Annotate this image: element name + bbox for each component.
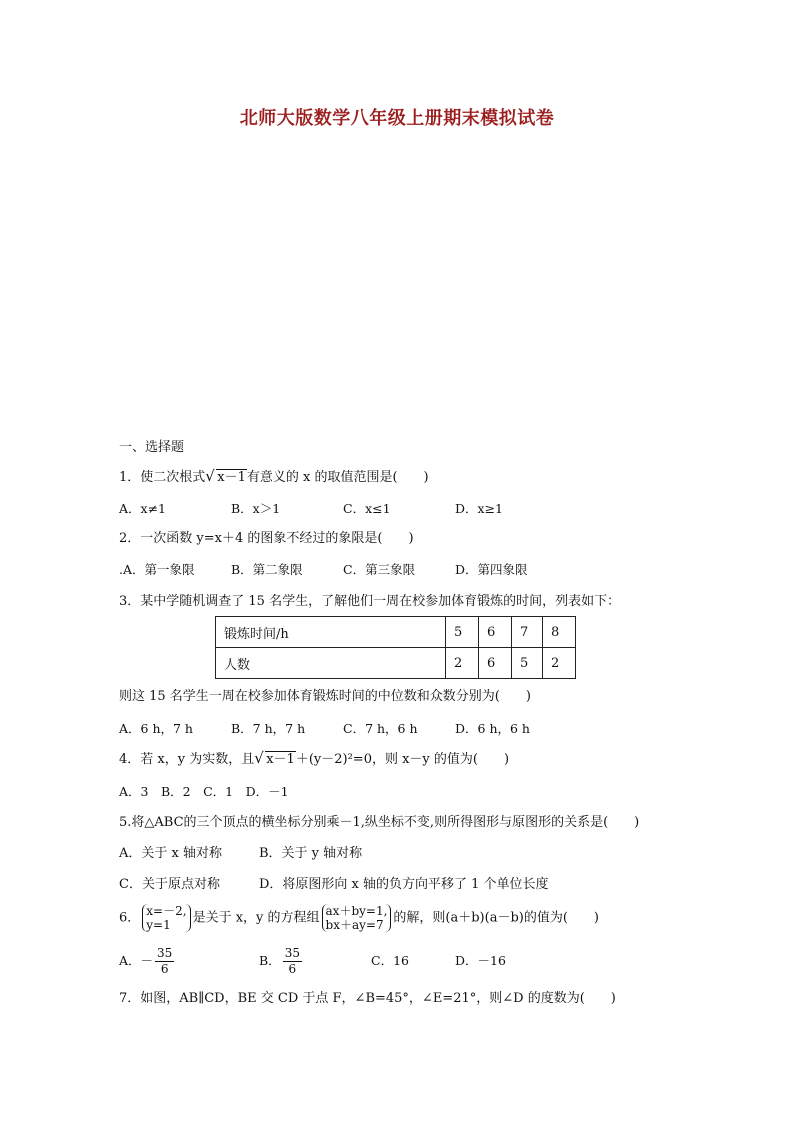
option-c: C．第三象限	[343, 562, 416, 577]
option-d: D．x≥1	[455, 501, 503, 516]
question-6-number: 6．	[119, 910, 141, 926]
question-4-suffix: ＋(y－2)²=0，则 x－y 的值为( )	[295, 752, 510, 767]
question-2: 2．一次函数 y=x＋4 的图象不经过的象限是( )	[119, 531, 414, 546]
option-d: D．－16	[455, 953, 506, 968]
table-cell: 人数	[216, 648, 446, 679]
question-4-prefix: 4．若 x，y 为实数，且	[119, 752, 255, 767]
table-cell: 2	[446, 648, 479, 679]
question-6-mid: 是关于 x，y 的方程组	[192, 910, 320, 926]
numerator: 35	[284, 946, 300, 960]
question-1-options	[119, 500, 503, 518]
option-b-label: B．	[259, 953, 281, 968]
question-1-prefix: 1．使二次根式	[119, 470, 206, 485]
question-4	[119, 751, 509, 769]
question-3-options	[119, 720, 530, 738]
table-cell: 2	[543, 648, 576, 679]
system-top: ax＋by=1,	[325, 904, 388, 918]
numerator: 35	[157, 946, 173, 960]
question-3-follow: 则这 15 名学生一周在校参加体育锻炼时间的中位数和众数分别为( )	[119, 689, 531, 704]
option-a: A．x≠1	[119, 501, 167, 516]
table-cell: 8	[543, 617, 576, 648]
question-2-options	[119, 561, 528, 579]
sqrt-symbol	[256, 751, 296, 769]
question-6	[119, 904, 599, 932]
system-bottom: bx＋ay=7	[325, 918, 384, 932]
question-7: 7．如图，AB∥CD，BE 交 CD 于点 F，∠B=45°，∠E=21°，则∠D 的度数为( )	[119, 991, 616, 1006]
fraction	[283, 946, 302, 977]
option-b	[259, 946, 371, 977]
table-row	[216, 617, 576, 648]
option-c: C．x≤1	[343, 501, 391, 516]
option-b: B．7 h，7 h	[231, 721, 306, 736]
table-cell: 锻炼时间/h	[216, 617, 446, 648]
option-d: D．将原图形向 x 轴的负方向平移了 1 个单位长度	[259, 877, 549, 892]
denominator: 6	[288, 962, 297, 976]
option-c: C．16	[371, 953, 409, 968]
fraction	[155, 946, 174, 977]
option-d: D．第四象限	[455, 562, 528, 577]
question-6-options	[119, 946, 506, 977]
option-a: A．关于 x 轴对称	[119, 846, 222, 861]
option-a	[119, 946, 259, 977]
table-row	[216, 648, 576, 679]
sqrt-symbol	[207, 469, 247, 487]
question-6-suffix: 的解，则(a＋b)(a－b)的值为( )	[393, 910, 599, 926]
denominator: 6	[160, 962, 169, 976]
question-4-options: A．3 B．2 C．1 D．－1	[119, 784, 289, 799]
table-cell: 7	[512, 617, 543, 648]
solution-top: x=－2,	[146, 904, 187, 918]
question-4-radicand: x－1	[266, 752, 295, 767]
section-heading: 一、选择题	[119, 440, 185, 455]
option-b: B．关于 y 轴对称	[259, 846, 363, 861]
question-3: 3．某中学随机调查了 15 名学生，了解他们一周在校参加体育锻炼的时间，列表如下：	[119, 594, 621, 609]
exercise-time-table	[215, 616, 576, 679]
page-title: 北师大版数学八年级上册期末模拟试卷	[239, 108, 555, 129]
solution-brace	[142, 904, 190, 932]
question-1-suffix: 有意义的 x 的取值范围是( )	[246, 470, 429, 485]
system-brace	[322, 904, 392, 932]
option-b: B．第二象限	[231, 562, 303, 577]
option-d: D．6 h，6 h	[455, 721, 530, 736]
question-1-radicand: x－1	[217, 470, 246, 485]
option-a-label: A．－	[119, 953, 154, 968]
table-cell: 6	[479, 648, 512, 679]
option-b: B．x＞1	[231, 501, 281, 516]
table-cell: 6	[479, 617, 512, 648]
option-c: C．关于原点对称	[119, 877, 220, 892]
question-5-options-row1	[119, 845, 362, 863]
solution-bottom: y=1	[146, 918, 171, 932]
question-1	[119, 469, 429, 487]
option-a: .A．第一象限	[119, 562, 195, 577]
table-cell: 5	[446, 617, 479, 648]
question-5-options-row2	[119, 876, 549, 894]
table-cell: 5	[512, 648, 543, 679]
option-a: A．6 h，7 h	[119, 721, 193, 736]
question-5: 5.将△ABC的三个顶点的横坐标分别乘－1,纵坐标不变,则所得图形与原图形的关系是( )	[119, 815, 640, 830]
option-c: C．7 h，6 h	[343, 721, 418, 736]
